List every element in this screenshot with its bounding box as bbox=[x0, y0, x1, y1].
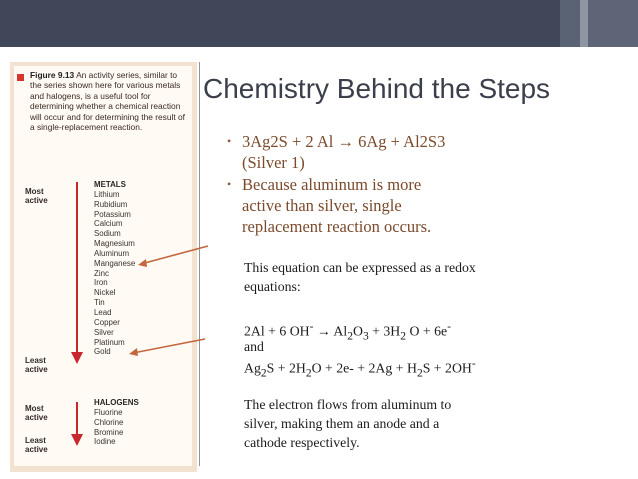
metal-item: Calcium bbox=[94, 219, 123, 229]
equation-two bbox=[244, 355, 584, 383]
bullet-item bbox=[227, 131, 542, 173]
halogen-item: Chlorine bbox=[94, 417, 124, 427]
equation-subscript: 2 bbox=[260, 367, 267, 380]
electron-flow-paragraph bbox=[244, 395, 584, 452]
equation-text: O bbox=[352, 323, 363, 339]
figure-caption-text: An activity series, similar to the series shown here for various metals and halogens, is a useful tool for determining whether a chemical reaction will occur and for determining the result of a single-replacement reaction. bbox=[30, 70, 186, 133]
figure-number: Figure 9.13 bbox=[30, 70, 75, 80]
halogen-item: Iodine bbox=[94, 437, 116, 447]
redox-intro-paragraph bbox=[244, 258, 584, 296]
metal-item: Aluminum bbox=[94, 248, 130, 258]
and-word: and bbox=[244, 339, 264, 354]
aluminum-pointer-head-icon bbox=[138, 259, 147, 267]
equation-subscript: 2 bbox=[400, 330, 406, 343]
equation-subscript: 2 bbox=[347, 330, 353, 343]
equation-text: O + 6e bbox=[406, 323, 448, 339]
metal-item: Nickel bbox=[94, 288, 116, 298]
bullet-line: (Silver 1) bbox=[242, 153, 305, 172]
metal-item: Gold bbox=[94, 347, 111, 357]
metal-item: Copper bbox=[94, 317, 120, 327]
bullet-line: Because aluminum is more bbox=[242, 175, 422, 194]
bullet-list bbox=[227, 131, 542, 238]
equation-text: 2Al + 6 OH bbox=[244, 323, 310, 339]
paragraph-line: cathode respectively. bbox=[244, 435, 360, 450]
equation-text: S + 2OH bbox=[422, 360, 472, 376]
halogen-item: Fluorine bbox=[94, 407, 123, 417]
halogens-heading: HALOGENS bbox=[94, 398, 139, 407]
equation-text: Ag bbox=[244, 360, 261, 376]
metal-item: Zinc bbox=[94, 268, 109, 278]
metal-item: Tin bbox=[94, 298, 105, 308]
paragraph-line: This equation can be expressed as a redox bbox=[244, 260, 476, 275]
equation-text: O + 2e- + 2Ag + H bbox=[311, 360, 417, 376]
metal-item: Platinum bbox=[94, 337, 125, 347]
equation-text: S + 2H bbox=[266, 360, 306, 376]
equation-superscript: - bbox=[447, 321, 451, 333]
metal-item: Magnesium bbox=[94, 239, 135, 249]
metals-most-active-label: Most active bbox=[25, 187, 48, 205]
halogen-item: Bromine bbox=[94, 427, 124, 437]
metals-least-active-label: Least active bbox=[25, 356, 48, 374]
bullet-dot-icon: • bbox=[227, 177, 232, 191]
metal-item: Silver bbox=[94, 327, 114, 337]
bullet-line: active than silver, single bbox=[242, 196, 402, 215]
bullet-dot-icon: • bbox=[227, 134, 232, 148]
metal-item: Lead bbox=[94, 307, 112, 317]
equation-superscript: - bbox=[471, 358, 476, 370]
bullet-line: replacement reaction occurs. bbox=[242, 217, 432, 236]
metal-item: Potassium bbox=[94, 209, 131, 219]
bullet-item bbox=[227, 174, 542, 237]
aluminum-pointer-icon bbox=[141, 246, 208, 264]
metal-item: Manganese bbox=[94, 258, 136, 268]
metals-heading: METALS bbox=[94, 180, 126, 189]
equation-subscript: 3 bbox=[362, 330, 369, 343]
paragraph-line: silver, making them an anode and a bbox=[244, 416, 440, 431]
equation-text: + 3H bbox=[368, 323, 401, 339]
halogens-most-active-label: Most active bbox=[25, 404, 48, 422]
equation-superscript: - bbox=[309, 321, 314, 333]
slide-title: Chemistry Behind the Steps bbox=[203, 73, 551, 104]
metal-item: Lithium bbox=[94, 189, 120, 199]
metal-item: Sodium bbox=[94, 229, 121, 239]
paragraph-line: The electron flows from aluminum to bbox=[244, 397, 452, 412]
metal-item: Rubidium bbox=[94, 199, 128, 209]
bullet-line: 3Ag2S + 2 Al → 6Ag + Al2S3 bbox=[242, 132, 446, 151]
equation-subscript: 2 bbox=[416, 367, 423, 380]
halogens-least-active-label: Least active bbox=[25, 436, 48, 454]
equation-text: → Al bbox=[313, 323, 348, 339]
equation-subscript: 2 bbox=[305, 367, 312, 380]
paragraph-line: equations: bbox=[244, 279, 301, 294]
silver-pointer-icon bbox=[133, 339, 205, 353]
metal-item: Iron bbox=[94, 278, 108, 288]
silver-pointer-head-icon bbox=[129, 348, 138, 356]
